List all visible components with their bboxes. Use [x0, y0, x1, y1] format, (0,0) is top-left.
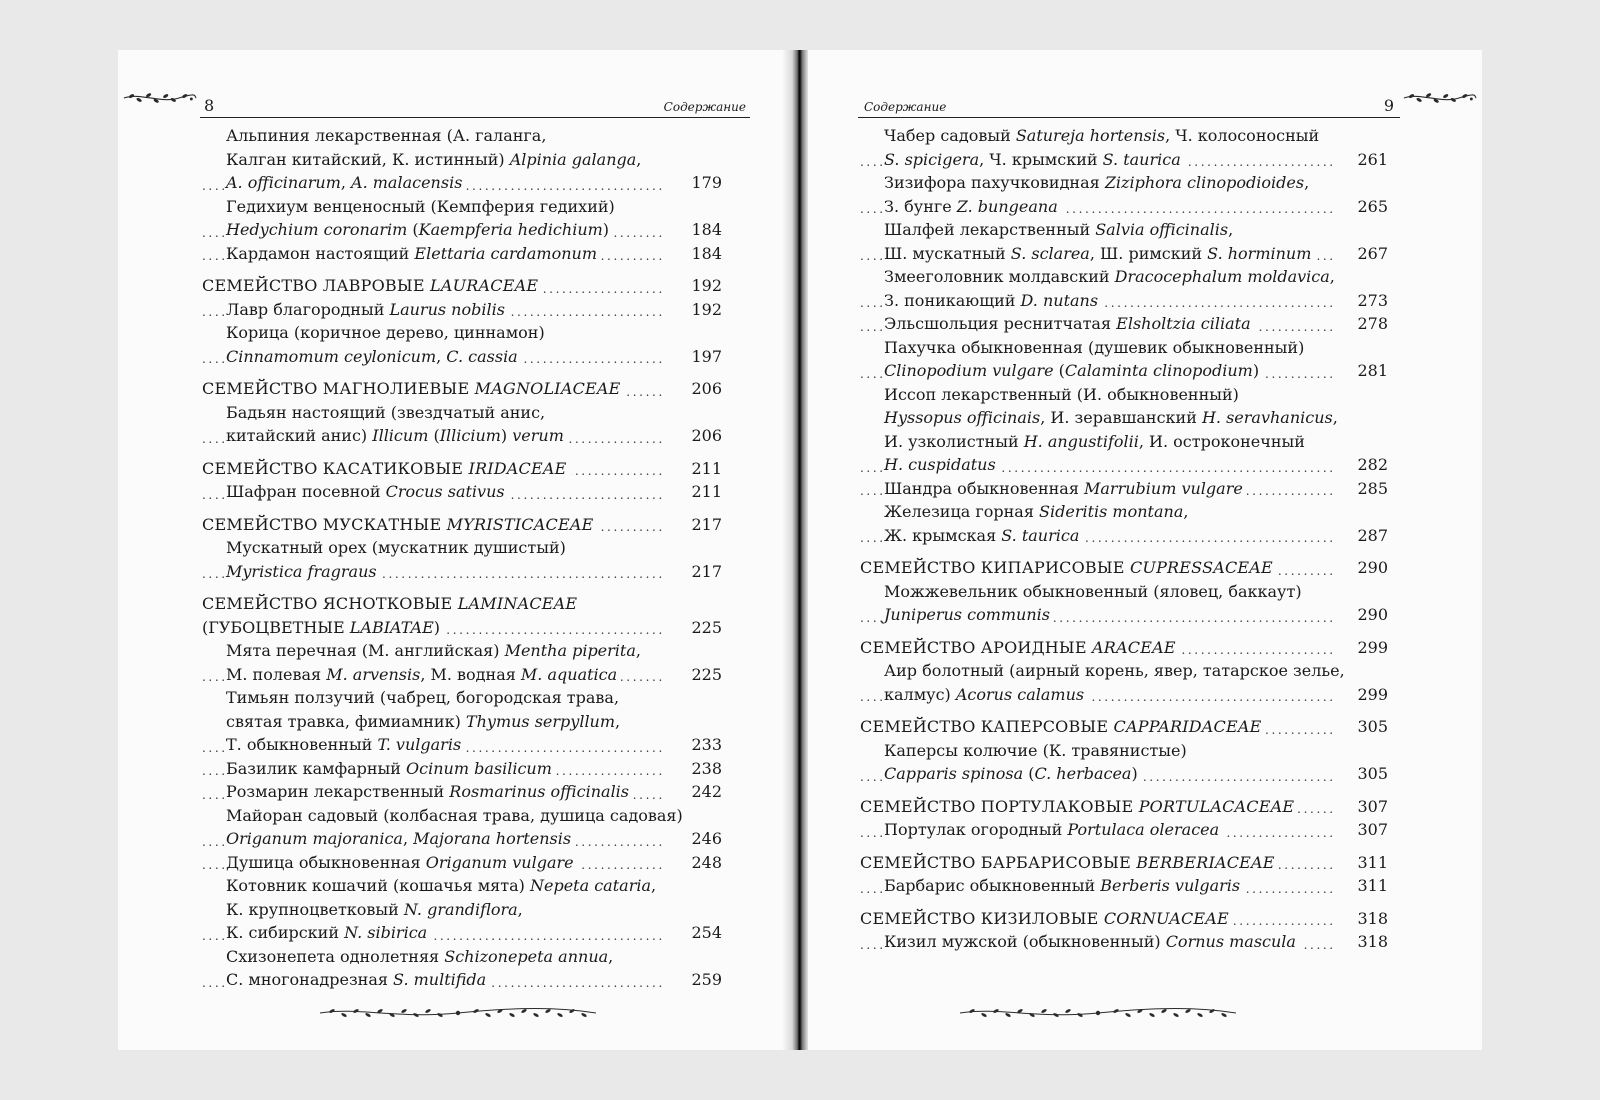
toc-page-number: 290 [1349, 603, 1388, 627]
toc-entry-text: Шафран посевной Crocus sativus [226, 482, 509, 501]
toc-family-heading [202, 377, 728, 401]
toc-entry-text: Hyssopus officinais, И. зеравшанский H. seravhanicus, [884, 408, 1342, 427]
toc-entry-text: З. поникающий D. nutans [884, 291, 1102, 310]
toc-entry [202, 874, 728, 898]
running-head: Содержание [864, 100, 947, 114]
toc-entry-text: И. узколистный H. angustifolii, И. остроконечный [884, 432, 1309, 451]
toc-entry [860, 406, 1394, 430]
toc-entry-text: Шалфей лекарственный Salvia officinalis, [884, 220, 1237, 239]
toc-entry [860, 453, 1394, 477]
toc-entry [860, 289, 1394, 313]
toc-entry [860, 265, 1394, 289]
toc-entry-text: Зизифора пахучковидная Ziziphora clinopodioides, [884, 173, 1313, 192]
toc-page-number: 259 [683, 968, 722, 992]
toc-page-number: 267 [1349, 242, 1388, 266]
toc-family-heading [202, 513, 728, 537]
toc-family-heading [202, 592, 728, 616]
toc-entry [860, 359, 1394, 383]
toc-entry-text: З. бунге Z. bungeana [884, 197, 1062, 216]
toc-entry [202, 663, 728, 687]
toc-entry-text: Clinopodium vulgare (Calaminta clinopodium) [884, 361, 1263, 380]
toc-page-number: 217 [683, 513, 722, 537]
toc-family-heading [860, 556, 1394, 580]
toc-entry [860, 524, 1394, 548]
toc-entry-text: Змееголовник молдавский Dracocephalum moldavica, [884, 267, 1339, 286]
toc-entry [860, 383, 1394, 407]
toc-entry-text: СЕМЕЙСТВО КАСАТИКОВЫЕ IRIDACEAE [202, 459, 571, 478]
toc-entry-text: Котовник кошачий (кошачья мята) Nepeta cataria, [226, 876, 660, 895]
toc-entry [202, 424, 728, 448]
toc-page-number: 311 [1349, 851, 1388, 875]
toc-entry-text: Кизил мужской (обыкновенный) Cornus mascula [884, 932, 1300, 951]
toc-entry-text: Тимьян ползучий (чабрец, богородская трава, [226, 688, 623, 707]
toc-entry [202, 639, 728, 663]
vine-ornament-icon [318, 1006, 598, 1020]
toc-family-heading [202, 616, 728, 640]
toc-entry [202, 321, 728, 345]
toc-entry-text: Hedychium coronarim (Kaempferia hedichium) [226, 220, 613, 239]
toc-family-heading [860, 907, 1394, 931]
toc-page-number: 184 [683, 218, 722, 242]
toc-entry [202, 733, 728, 757]
toc-entry-text: СЕМЕЙСТВО МАГНОЛИЕВЫЕ MAGNOLIACEAE [202, 379, 625, 398]
toc-page-number: 246 [683, 827, 722, 851]
toc-page-number: 307 [1349, 795, 1388, 819]
toc-entry-text: (ГУБОЦВЕТНЫЕ LABIATAE) [202, 618, 444, 637]
toc-page-number: 225 [683, 663, 722, 687]
vine-ornament-icon [958, 1006, 1238, 1020]
toc-page-number: 217 [683, 560, 722, 584]
toc-entry-text: СЕМЕЙСТВО КАПЕРСОВЫЕ CAPPARIDACEAE [860, 717, 1265, 736]
toc-page-number: 192 [683, 298, 722, 322]
toc-entry-text: Базилик камфарный Ocinum basilicum [226, 759, 556, 778]
toc-entry-text: С. многонадрезная S. multifida [226, 970, 490, 989]
toc-entry-text: Capparis spinosa (C. herbacea) [884, 764, 1142, 783]
toc-entry-text: СЕМЕЙСТВО КИЗИЛОВЫЕ CORNUACEAE [860, 909, 1233, 928]
vine-ornament-icon [1402, 90, 1478, 106]
toc-entry [202, 804, 728, 828]
toc-entry [202, 298, 728, 322]
toc-page-number: 184 [683, 242, 722, 266]
toc-entry [202, 195, 728, 219]
toc-entry-text: СЕМЕЙСТВО АРОИДНЫЕ ARACEAE [860, 638, 1180, 657]
toc-entry [202, 686, 728, 710]
toc-entry-text: A. officinarum, A. malacensis [226, 173, 466, 192]
toc-page-number: 305 [1349, 762, 1388, 786]
toc-page-number: 305 [1349, 715, 1388, 739]
toc-entry-text: китайский анис) Illicum (Illicium) verum [226, 426, 568, 445]
toc-page-number: 238 [683, 757, 722, 781]
toc-family-heading [202, 457, 728, 481]
toc-entry [202, 536, 728, 560]
toc-entry [860, 818, 1394, 842]
toc-entry-text: Схизонепета однолетняя Schizonepeta annua, [226, 947, 617, 966]
toc-entry [202, 898, 728, 922]
toc-entry-text: Гедихиум венценосный (Кемпферия гедихий) [226, 197, 619, 216]
toc-page-number: 287 [1349, 524, 1388, 548]
toc-entry [860, 603, 1394, 627]
toc-page-number: 225 [683, 616, 722, 640]
toc-page-number: 211 [683, 457, 722, 481]
toc-page-number: 206 [683, 424, 722, 448]
toc-entry [860, 874, 1394, 898]
toc-page-number: 197 [683, 345, 722, 369]
toc-page-number: 179 [683, 171, 722, 195]
page-number: 9 [1383, 96, 1394, 115]
toc-entry [202, 242, 728, 266]
toc-entry-text: H. cuspidatus [884, 455, 1000, 474]
toc-page-number: 233 [683, 733, 722, 757]
toc-family-heading [202, 274, 728, 298]
toc-entry [202, 218, 728, 242]
toc-entry [202, 171, 728, 195]
toc-entry-text: Иссоп лекарственный (И. обыкновенный) [884, 385, 1243, 404]
toc-entry [860, 430, 1394, 454]
left-page-header [200, 95, 750, 118]
toc-entry-text: СЕМЕЙСТВО ПОРТУЛАКОВЫЕ PORTULACACEAE [860, 797, 1298, 816]
toc-entry-text: Cinnamomum ceylonicum, C. cassia [226, 347, 522, 366]
toc-entry-text: Ж. крымская S. taurica [884, 526, 1083, 545]
toc-page-number: 242 [683, 780, 722, 804]
toc-entry-text: Мускатный орех (мускатник душистый) [226, 538, 570, 557]
toc-page-number: 318 [1349, 907, 1388, 931]
toc-entry [860, 762, 1394, 786]
toc-entry-text: S. spicigera, Ч. крымский S. taurica [884, 150, 1185, 169]
toc-page-number: 211 [683, 480, 722, 504]
toc-entry [202, 345, 728, 369]
toc-family-heading [860, 851, 1394, 875]
toc-entry-text: К. сибирский N. sibirica [226, 923, 431, 942]
toc-entry-text: Можжевельник обыкновенный (яловец, баккаут) [884, 582, 1306, 601]
toc-entry-text: Железица горная Sideritis montana, [884, 502, 1192, 521]
toc-entry-text: Бадьян настоящий (звездчатый анис, [226, 403, 549, 422]
toc-entry-text: Портулак огородный Portulaca oleracea [884, 820, 1223, 839]
toc-entry [202, 945, 728, 969]
toc-entry-text: Корица (коричное дерево, циннамон) [226, 323, 549, 342]
toc-entry [202, 968, 728, 992]
toc-entry-text: М. полевая M. arvensis, М. водная M. aquatica [226, 665, 621, 684]
toc-entry [860, 195, 1394, 219]
page-number: 8 [204, 96, 215, 115]
toc-page-number: 299 [1349, 636, 1388, 660]
toc-entry [860, 580, 1394, 604]
toc-entry-text: Кардамон настоящий Elettaria cardamonum [226, 244, 601, 263]
toc-family-heading [860, 795, 1394, 819]
toc-entry-text: Альпиния лекарственная (А. галанга, [226, 126, 550, 145]
toc-entry-text: СЕМЕЙСТВО ЛАВРОВЫЕ LAURACEAE [202, 276, 542, 295]
toc-entry-text: Ш. мускатный S. sclarea, Ш. римский S. horminum [884, 244, 1315, 263]
toc-entry-text: К. крупноцветковый N. grandiflora, [226, 900, 527, 919]
toc-entry [202, 148, 728, 172]
toc-entry [860, 930, 1394, 954]
toc-entry [202, 921, 728, 945]
toc-entry-text: Барбарис обыкновенный Berberis vulgaris [884, 876, 1244, 895]
toc-entry [860, 336, 1394, 360]
toc-entry [860, 312, 1394, 336]
toc-page-number: 206 [683, 377, 722, 401]
toc-page-number: 285 [1349, 477, 1388, 501]
toc-list-right [860, 124, 1394, 954]
toc-entry [860, 218, 1394, 242]
toc-entry [860, 242, 1394, 266]
toc-entry [202, 827, 728, 851]
toc-entry [860, 739, 1394, 763]
vine-ornament-icon [122, 90, 198, 106]
toc-entry-text: Шандра обыкновенная Marrubium vulgare [884, 479, 1247, 498]
toc-entry-text: Juniperus communis [884, 605, 1054, 624]
toc-entry [860, 124, 1394, 148]
toc-entry [202, 780, 728, 804]
toc-page-number: 261 [1349, 148, 1388, 172]
toc-page-number: 299 [1349, 683, 1388, 707]
toc-entry-text: Т. обыкновенный T. vulgaris [226, 735, 465, 754]
toc-entry [860, 148, 1394, 172]
toc-entry-text: святая травка, фимиамник) Thymus serpyllum, [226, 712, 624, 731]
toc-entry-text: Душица обыкновенная Origanum vulgare [226, 853, 578, 872]
toc-entry-text: Аир болотный (аирный корень, явер, татарское зелье, [884, 661, 1349, 680]
toc-entry-text: СЕМЕЙСТВО ЯСНОТКОВЫЕ LAMINACEAE [202, 594, 581, 613]
toc-page-number: 307 [1349, 818, 1388, 842]
toc-entry [860, 683, 1394, 707]
toc-entry-text: СЕМЕЙСТВО КИПАРИСОВЫЕ CUPRESSACEAE [860, 558, 1277, 577]
toc-entry [860, 171, 1394, 195]
toc-family-heading [860, 636, 1394, 660]
toc-page-number: 265 [1349, 195, 1388, 219]
toc-entry-text: Origanum majoranica, Majorana hortensis [226, 829, 575, 848]
toc-page-number: 273 [1349, 289, 1388, 313]
toc-entry [860, 477, 1394, 501]
toc-page-number: 282 [1349, 453, 1388, 477]
toc-entry-text: СЕМЕЙСТВО БАРБАРИСОВЫЕ BERBERIACEAE [860, 853, 1279, 872]
toc-entry-text: калмус) Acorus calamus [884, 685, 1088, 704]
left-page [118, 50, 800, 1050]
toc-page-number: 281 [1349, 359, 1388, 383]
running-head: Содержание [663, 100, 746, 114]
toc-entry-text: Каперсы колючие (К. травянистые) [884, 741, 1191, 760]
book-spread [118, 50, 1482, 1050]
toc-list-left [202, 124, 728, 992]
toc-entry [202, 757, 728, 781]
toc-entry [202, 710, 728, 734]
toc-page-number: 248 [683, 851, 722, 875]
toc-page-number: 290 [1349, 556, 1388, 580]
toc-entry-text: Пахучка обыкновенная (душевик обыкновенный) [884, 338, 1308, 357]
toc-entry [202, 401, 728, 425]
toc-entry [860, 500, 1394, 524]
toc-entry-text: Чабер садовый Satureja hortensis, Ч. колосоносный [884, 126, 1323, 145]
toc-entry-text: Майоран садовый (колбасная трава, душица садовая) [226, 806, 687, 825]
toc-entry-text: Мята перечная (М. английская) Mentha piperita, [226, 641, 645, 660]
toc-page-number: 311 [1349, 874, 1388, 898]
toc-entry-text: Myristica fragraus [226, 562, 381, 581]
toc-entry-text: Эльсшольция реснитчатая Elsholtzia ciliata [884, 314, 1255, 333]
toc-page-number: 192 [683, 274, 722, 298]
toc-entry-text: Лавр благородный Laurus nobilis [226, 300, 509, 319]
toc-entry [202, 560, 728, 584]
toc-entry [860, 659, 1394, 683]
toc-entry-text: Розмарин лекарственный Rosmarinus officinalis [226, 782, 633, 801]
toc-entry [202, 851, 728, 875]
toc-family-heading [860, 715, 1394, 739]
toc-entry [202, 480, 728, 504]
toc-entry-text: Калган китайский, К. истинный) Alpinia galanga, [226, 150, 645, 169]
toc-page-number: 278 [1349, 312, 1388, 336]
toc-entry [202, 124, 728, 148]
right-page [808, 50, 1482, 1050]
toc-page-number: 254 [683, 921, 722, 945]
toc-page-number: 318 [1349, 930, 1388, 954]
right-page-header [858, 95, 1400, 118]
toc-entry-text: СЕМЕЙСТВО МУСКАТНЫЕ MYRISTICACEAE [202, 515, 597, 534]
